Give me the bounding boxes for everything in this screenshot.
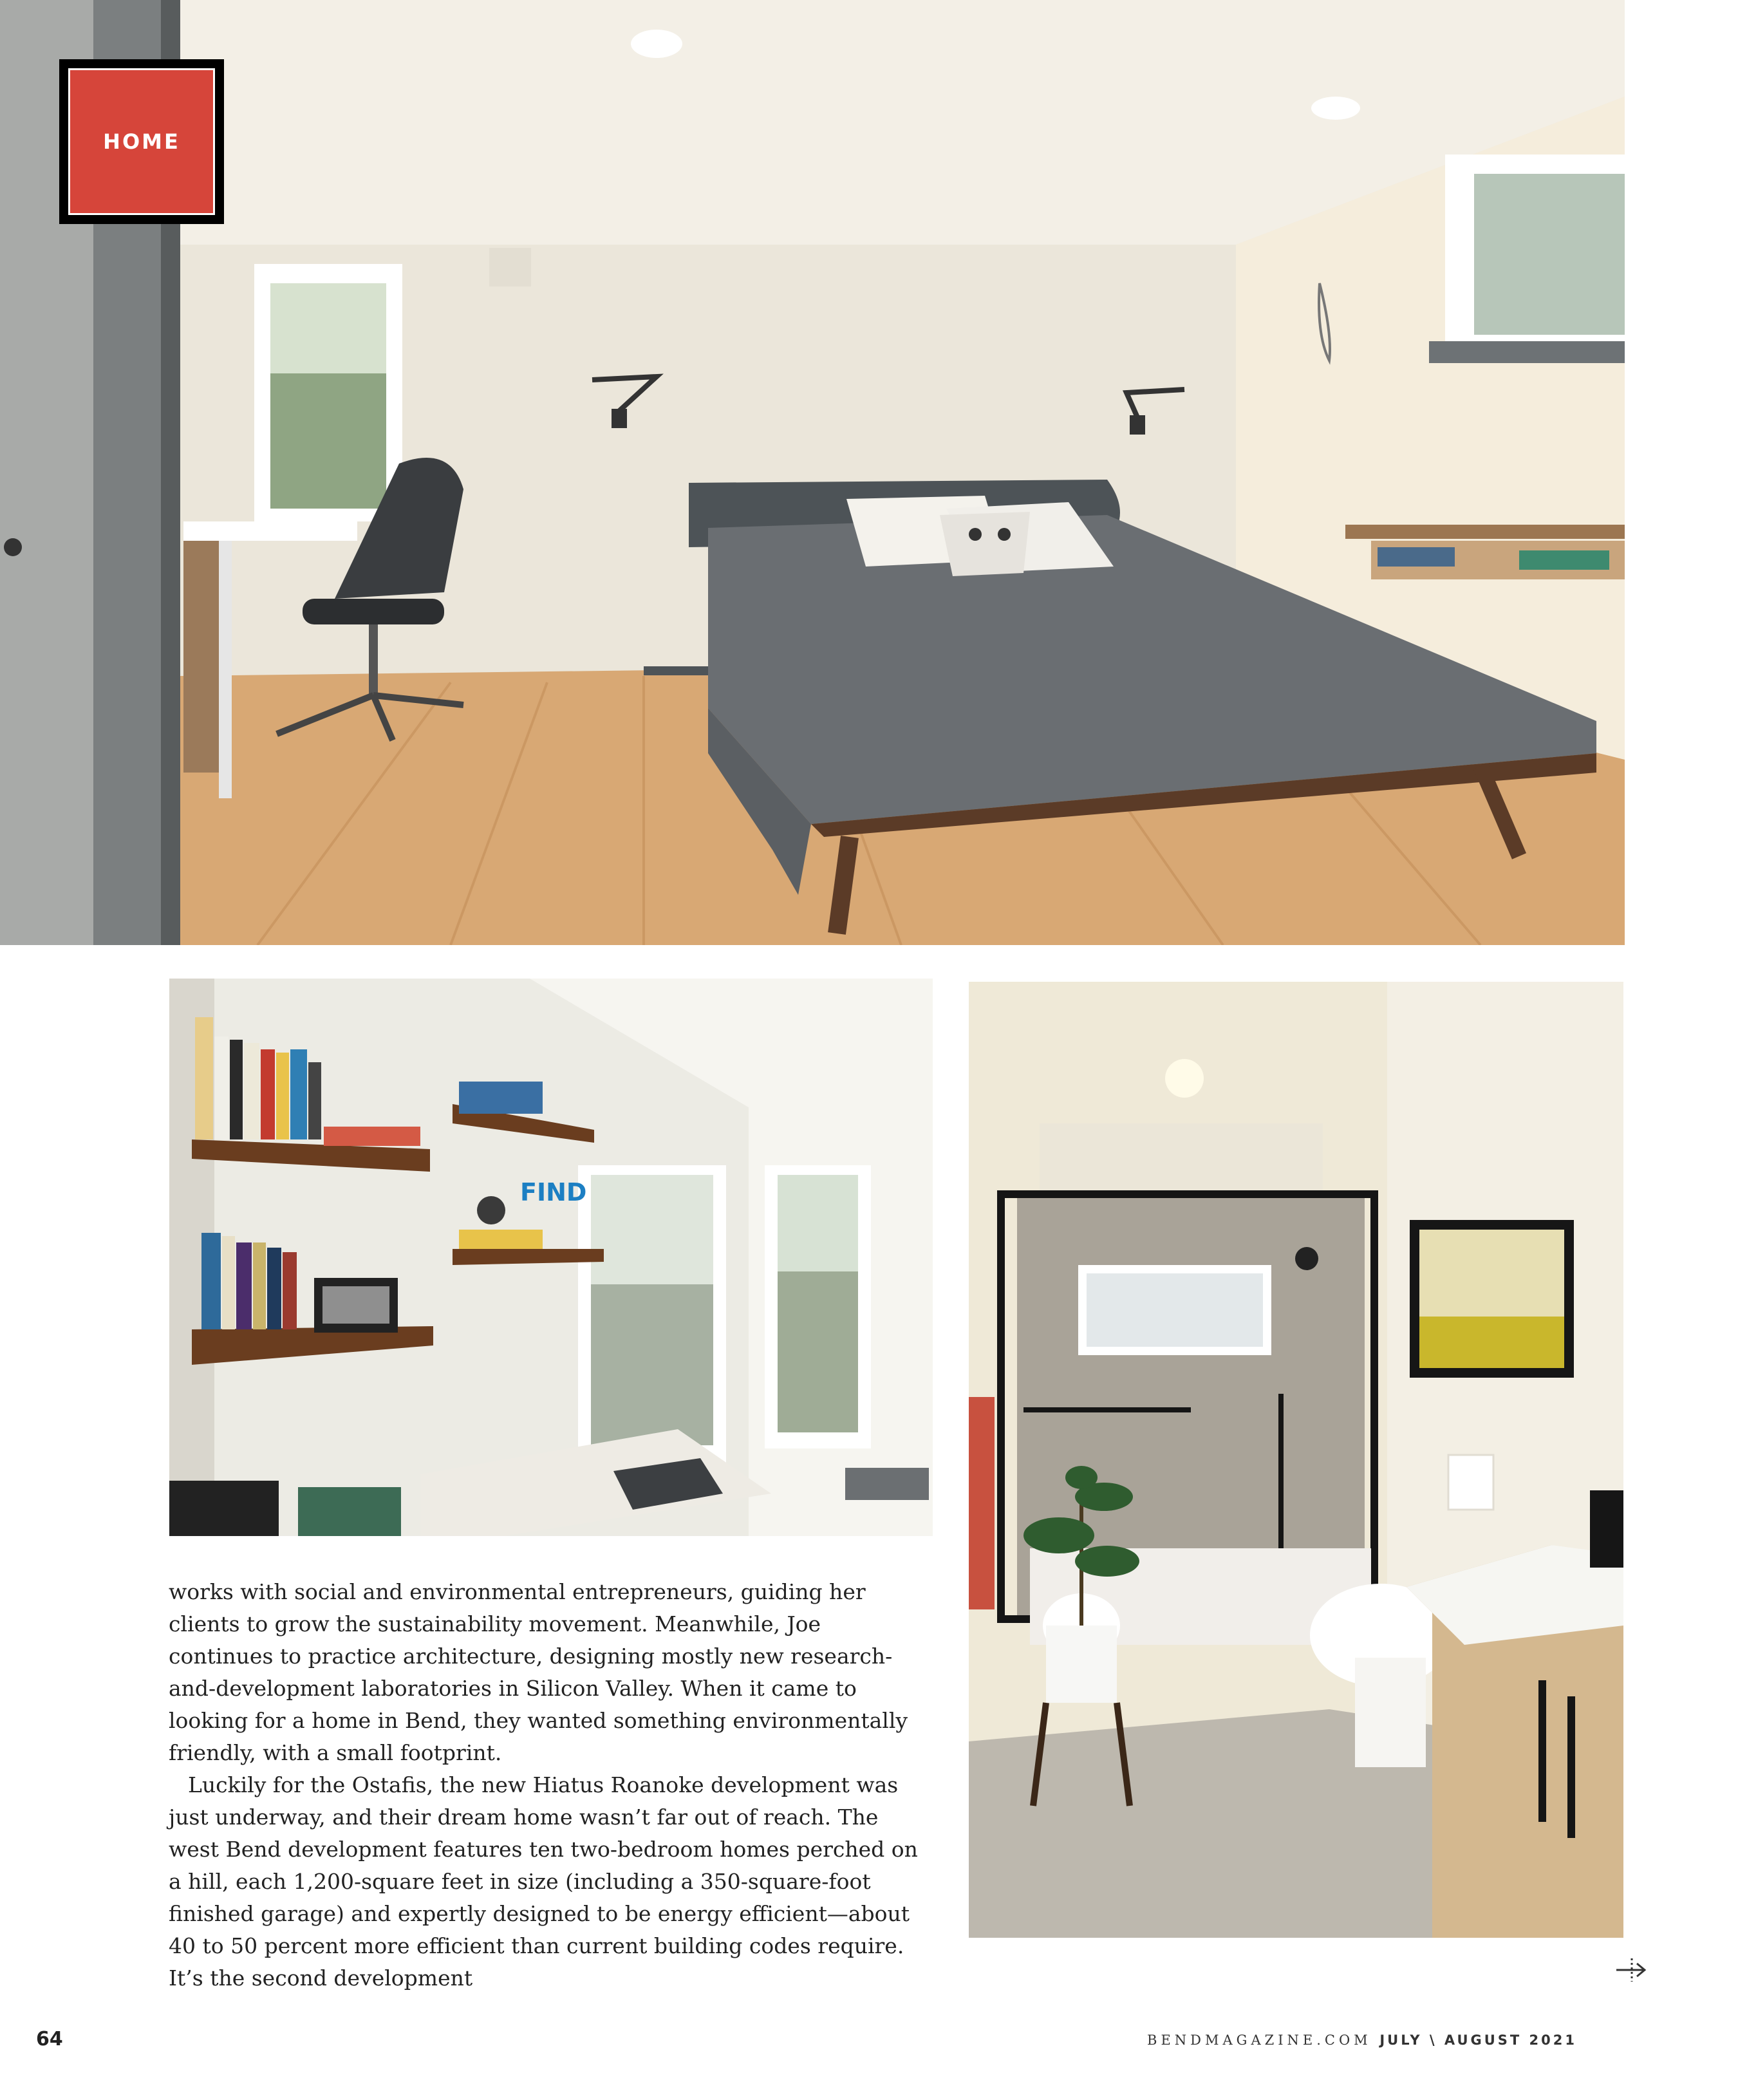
footer-issue: JULY \ AUGUST 2021 bbox=[1379, 2032, 1577, 2048]
article-body bbox=[169, 1576, 928, 1994]
continue-arrow-icon bbox=[1612, 1951, 1651, 1989]
bathroom-photo bbox=[969, 982, 1623, 1938]
footer-site: BENDMAGAZINE.COM bbox=[1147, 2032, 1372, 2048]
footer-credit bbox=[1147, 2032, 1577, 2048]
article-paragraph-2: Luckily for the Ostafis, the new Hiatus Roanoke development was just underway, and their dream home wasn’t far out of reach. The west Bend development features ten two-bedroom homes perched on a hill, each 1,200-square feet in size (including a 350-square-foot finished garage) and expertly designed to be energy efficient—about 40 to 50 percent more efficient than current building codes require. It’s the second development bbox=[169, 1772, 918, 1991]
section-label: HOME bbox=[103, 129, 180, 154]
page-number: 64 bbox=[36, 2028, 63, 2050]
section-badge-fill bbox=[68, 68, 215, 215]
section-badge bbox=[59, 59, 224, 224]
find-your-why-sign: FIND bbox=[520, 1178, 587, 1206]
bedroom-photo bbox=[0, 0, 1625, 945]
article-paragraph-1: works with social and environmental entrepreneurs, guiding her clients to grow the sustainability movement. Meanwhile, Joe continues to practice architecture, designing mostly new research-and-development laboratories in Silicon Valley. When it came to looking for a home in Bend, they wanted something environmentally friendly, with a small footprint. bbox=[169, 1579, 908, 1765]
study-nook-photo bbox=[169, 979, 933, 1536]
